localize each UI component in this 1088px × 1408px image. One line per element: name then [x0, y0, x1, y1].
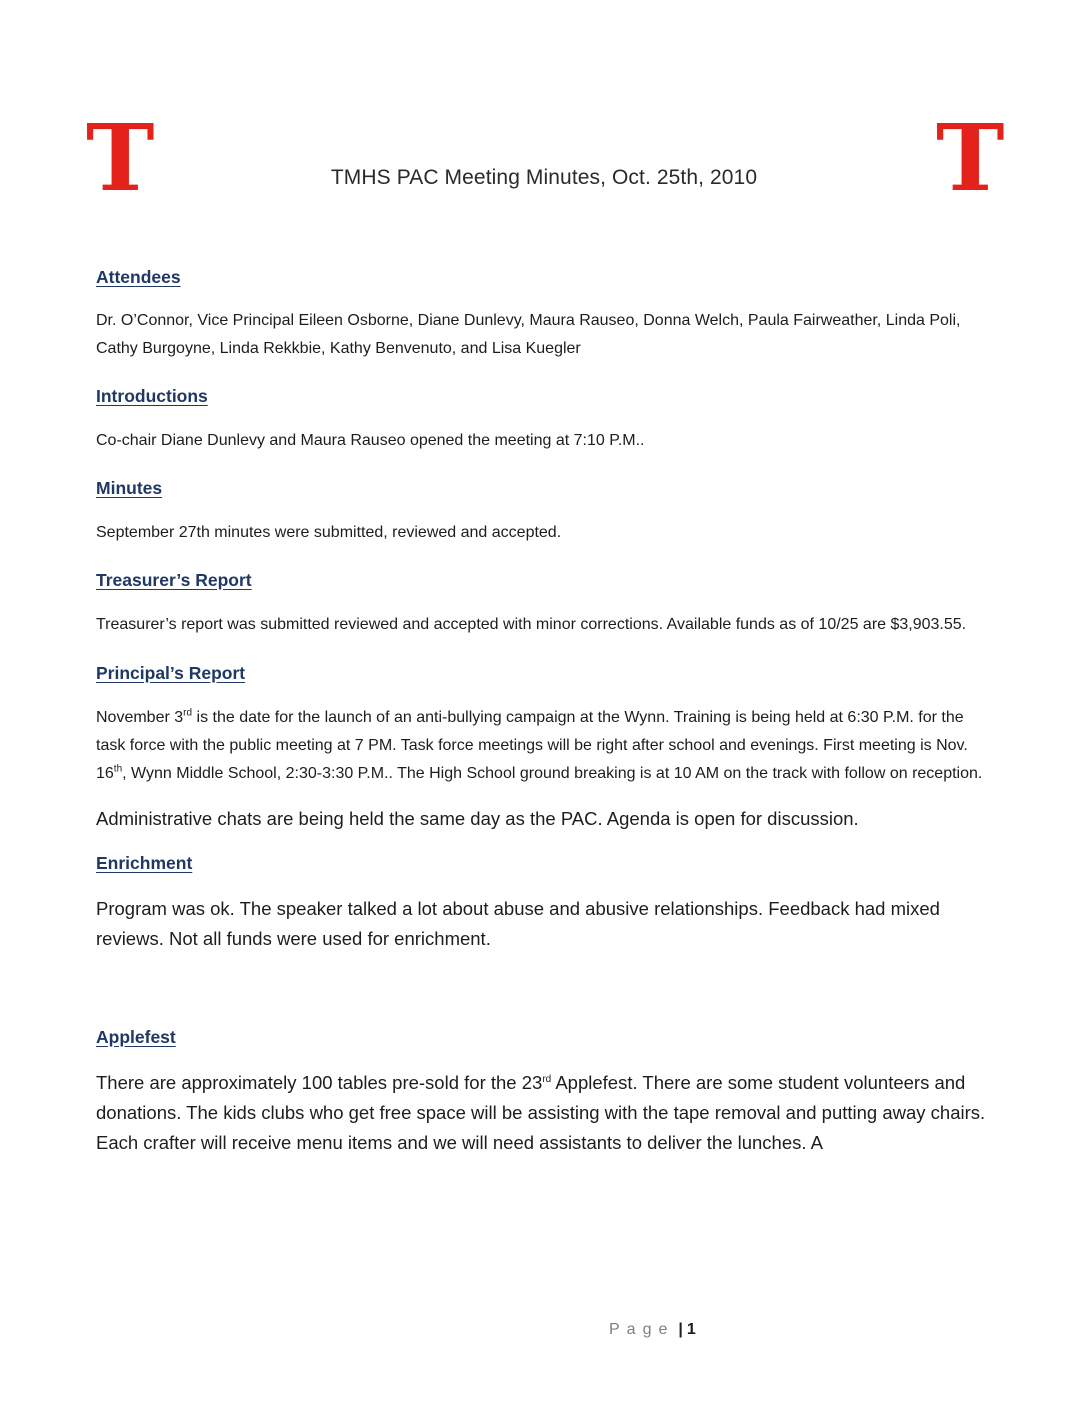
heading-principals-report: Principal’s Report	[96, 663, 246, 683]
attendees-text: Dr. O’Connor, Vice Principal Eileen Osborne, Diane Dunlevy, Maura Rauseo, Donna Welch, Paula Fairweather, Linda Poli, Cathy Burgoyne, Linda Rekkbie, Kathy Benvenuto, and Lisa Kuegler	[96, 312, 961, 357]
heading-attendees: Attendees	[96, 267, 181, 287]
page-label: Page	[609, 1321, 675, 1338]
heading-introductions: Introductions	[96, 386, 208, 406]
page-footer	[609, 1321, 696, 1339]
section-principals-report	[96, 660, 996, 834]
section-treasurers-report	[96, 567, 996, 639]
document-title: TMHS PAC Meeting Minutes, Oct. 25th, 2010	[330, 166, 758, 189]
principals-report-paragraph-2: Administrative chats are being held the same day as the PAC. Agenda is open for discussion.	[96, 808, 859, 829]
logo-t-right: T	[936, 104, 1005, 212]
section-applefest	[96, 1024, 996, 1158]
section-attendees	[96, 264, 996, 363]
applefest-text: There are approximately 100 tables pre-sold for the 23rd Applefest. There are some student volunteers and donations. The kids clubs who get free space will be assisting with the tape removal and putting away chairs. Each crafter will receive menu items and we will need assistants to deliver the lunches. A	[96, 1072, 986, 1153]
document-body	[96, 264, 996, 1158]
section-minutes	[96, 475, 996, 547]
heading-applefest: Applefest	[96, 1027, 176, 1047]
heading-treasurers-report: Treasurer’s Report	[96, 570, 252, 590]
minutes-text: September 27th minutes were submitted, reviewed and accepted.	[96, 524, 562, 541]
treasurers-report-text: Treasurer’s report was submitted reviewed and accepted with minor corrections. Available funds as of 10/25 are $3,903.55.	[96, 616, 967, 633]
section-enrichment	[96, 850, 996, 954]
heading-minutes: Minutes	[96, 478, 163, 498]
page-separator: |	[678, 1321, 683, 1338]
enrichment-text: Program was ok. The speaker talked a lot about abuse and abusive relationships. Feedback had mixed reviews. Not all funds were used for enrichment.	[96, 898, 940, 949]
introductions-text: Co-chair Diane Dunlevy and Maura Rauseo opened the meeting at 7:10 P.M..	[96, 432, 645, 449]
page-number: 1	[686, 1321, 696, 1338]
heading-enrichment: Enrichment	[96, 853, 193, 873]
section-introductions	[96, 383, 996, 455]
principals-report-paragraph-1: November 3rd is the date for the launch of an anti-bullying campaign at the Wynn. Training is being held at 6:30 P.M. for the task force with the public meeting at 7 PM. Task force meetings will be right after school and evenings. First meeting is Nov. 16th, Wynn Middle School, 2:30-3:30 P.M.. The High School ground breaking is at 10 AM on the track with follow on reception.	[96, 707, 983, 782]
logo-t-left: T	[86, 104, 155, 212]
